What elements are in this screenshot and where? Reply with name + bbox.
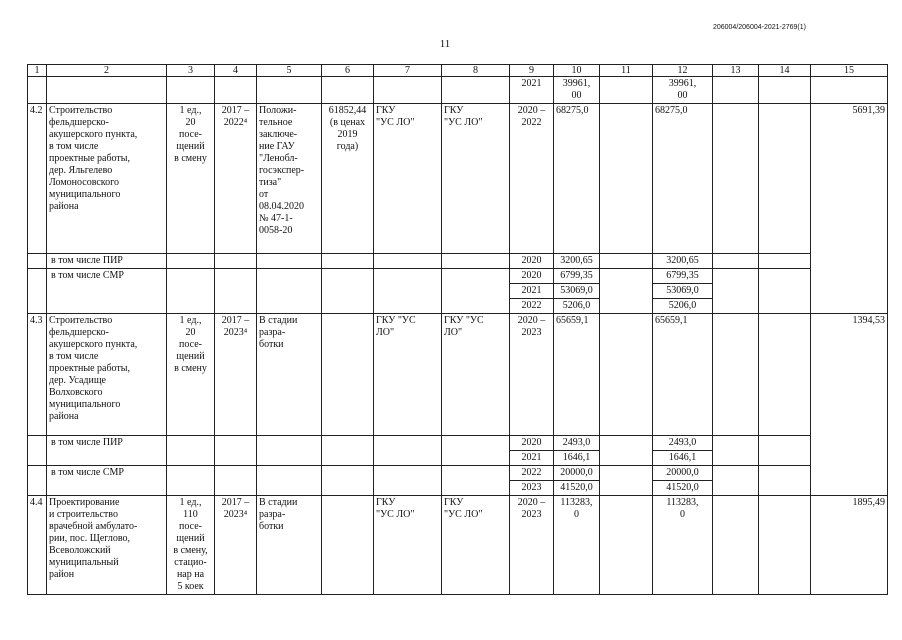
table-row: [28, 254, 888, 269]
amount-cell: 1646,1: [554, 451, 600, 466]
item-cost: 61852,44 (в ценах 2019 года): [322, 104, 374, 254]
amount-cell: 3200,65: [653, 254, 713, 269]
column-number: 2: [47, 65, 167, 77]
item-builder: ГКУ "УС ЛО": [442, 496, 510, 595]
item-period: 2017 – 2022⁴: [215, 104, 257, 254]
item-customer: ГКУ "УС ЛО": [374, 496, 442, 595]
year-cell: 2022: [510, 466, 554, 481]
year-cell: 2020: [510, 269, 554, 284]
item-years: 2020 – 2022: [510, 104, 554, 254]
amount-cell: 6799,35: [653, 269, 713, 284]
item-period: 2017 – 2023⁴: [215, 496, 257, 595]
column-number: 13: [713, 65, 759, 77]
table-row: [28, 496, 888, 595]
amount-cell: 65659,1: [653, 314, 713, 436]
column-number: 1: [28, 65, 47, 77]
year-cell: 2021: [510, 284, 554, 299]
item-capacity: 1 ед., 20 посе- щений в смену: [167, 104, 215, 254]
column-number: 10: [554, 65, 600, 77]
amount-cell: 5206,0: [554, 299, 600, 314]
item-customer: ГКУ "УС ЛО": [374, 104, 442, 254]
item-total: 5691,39: [811, 104, 888, 314]
amount-cell: 2493,0: [554, 436, 600, 451]
column-number: 11: [600, 65, 653, 77]
item-number: 4.3: [28, 314, 47, 436]
column-number-row: [28, 65, 888, 77]
amount-cell: 65659,1: [554, 314, 600, 436]
table-row: [28, 314, 888, 436]
item-capacity: 1 ед., 110 посе- щений в смену, стацио- нар на 5 коек: [167, 496, 215, 595]
year-cell: 2020: [510, 254, 554, 269]
year-cell: 2022: [510, 299, 554, 314]
column-number: 6: [322, 65, 374, 77]
item-document: В стадии разра- ботки: [257, 314, 322, 436]
amount-cell: 5206,0: [653, 299, 713, 314]
amount-cell: 113283, 0: [653, 496, 713, 595]
document-code: 206004/206004-2021-2769(1): [712, 24, 806, 31]
amount-cell: 2493,0: [653, 436, 713, 451]
investment-table: [27, 64, 888, 595]
item-years: 2020 – 2023: [510, 496, 554, 595]
amount-cell: 53069,0: [554, 284, 600, 299]
page-number: 11: [439, 38, 451, 50]
year-cell: 2023: [510, 481, 554, 496]
table-row: [28, 269, 888, 284]
table-row: [28, 466, 888, 481]
item-document: Положи- тельное заключе- ние ГАУ "Ленобл- госэкспер- тиза" от 08.04.2020 № 47-1- 0058-20: [257, 104, 322, 254]
item-years: 2020 – 2023: [510, 314, 554, 436]
column-number: 8: [442, 65, 510, 77]
subitem-label: в том числе ПИР: [47, 436, 167, 466]
item-document: В стадии разра- ботки: [257, 496, 322, 595]
amount-cell: 1646,1: [653, 451, 713, 466]
year-cell: 2020: [510, 436, 554, 451]
item-customer: ГКУ "УС ЛО": [374, 314, 442, 436]
table-row: [28, 436, 888, 451]
year-cell: 2021: [510, 77, 554, 104]
amount-cell: 39961, 00: [554, 77, 600, 104]
item-builder: ГКУ "УС ЛО": [442, 104, 510, 254]
item-number: 4.4: [28, 496, 47, 595]
subitem-label: в том числе ПИР: [47, 254, 167, 269]
column-number: 4: [215, 65, 257, 77]
column-number: 12: [653, 65, 713, 77]
amount-cell: 113283, 0: [554, 496, 600, 595]
table-row: [28, 77, 888, 104]
item-name: Проектирование и строительство врачебной амбулато- рии, пос. Щеглово, Всеволожский муниципальный район: [47, 496, 167, 595]
column-number: 5: [257, 65, 322, 77]
amount-cell: 6799,35: [554, 269, 600, 284]
item-capacity: 1 ед., 20 посе- щений в смену: [167, 314, 215, 436]
item-total: 1895,49: [811, 496, 888, 595]
amount-cell: 68275,0: [554, 104, 600, 254]
column-number: 7: [374, 65, 442, 77]
table-row: [28, 104, 888, 254]
amount-cell: 41520,0: [653, 481, 713, 496]
item-total: 1394,53: [811, 314, 888, 496]
item-number: 4.2: [28, 104, 47, 254]
item-name: Строительство фельдшерско- акушерского пункта, в том числе проектные работы, дер. Яльгелево Ломоносовского муниципального района: [47, 104, 167, 254]
amount-cell: 53069,0: [653, 284, 713, 299]
column-number: 3: [167, 65, 215, 77]
amount-cell: 20000,0: [554, 466, 600, 481]
subitem-label: в том числе СМР: [47, 466, 167, 496]
amount-cell: 3200,65: [554, 254, 600, 269]
subitem-label: в том числе СМР: [47, 269, 167, 314]
item-period: 2017 – 2023⁴: [215, 314, 257, 436]
amount-cell: 68275,0: [653, 104, 713, 254]
amount-cell: 20000,0: [653, 466, 713, 481]
item-name: Строительство фельдшерско- акушерского пункта, в том числе проектные работы, дер. Усадище Волховского муниципального района: [47, 314, 167, 436]
column-number: 15: [811, 65, 888, 77]
column-number: 9: [510, 65, 554, 77]
item-builder: ГКУ "УС ЛО": [442, 314, 510, 436]
amount-cell: 39961, 00: [653, 77, 713, 104]
year-cell: 2021: [510, 451, 554, 466]
amount-cell: 41520,0: [554, 481, 600, 496]
column-number: 14: [759, 65, 811, 77]
